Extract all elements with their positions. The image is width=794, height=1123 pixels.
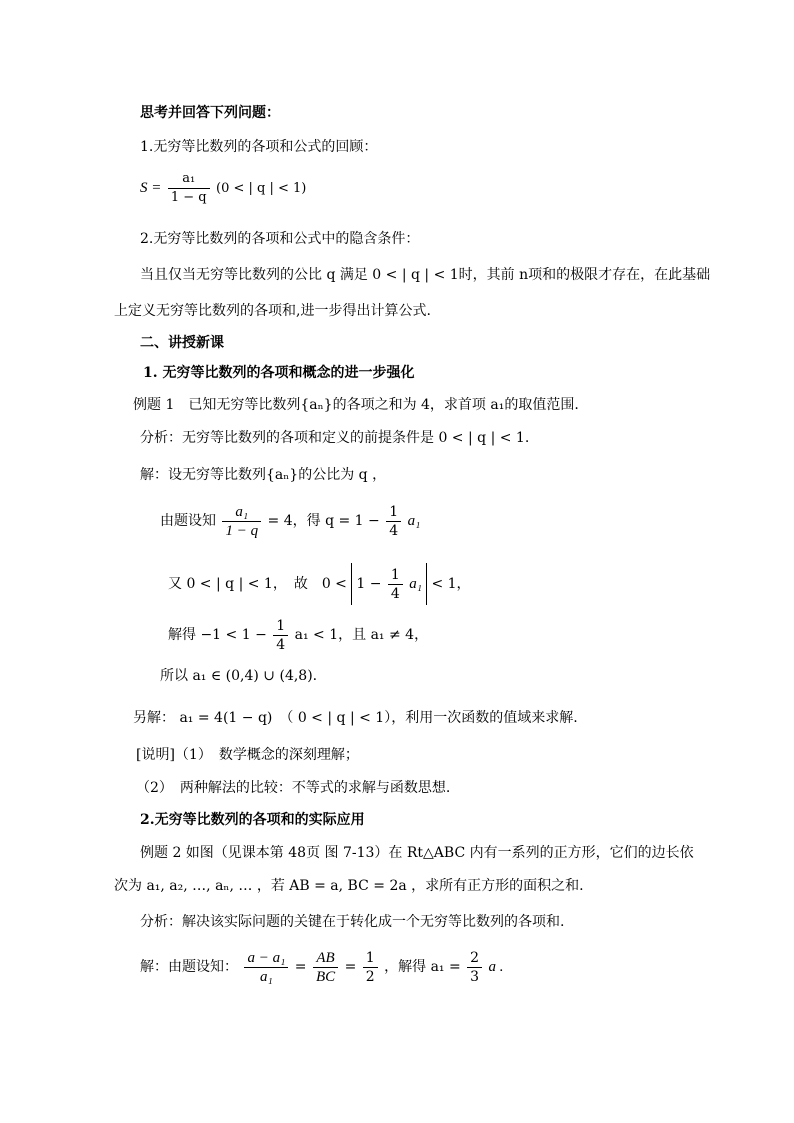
frac1-denominator: a₁ (260, 968, 273, 985)
example-1: 例题 1 已知无穷等比数列{aₙ}的各项之和为 4，求首项 a₁的取值范围. (133, 397, 579, 413)
step3-prefix: 解得 −1 < 1 − (168, 627, 267, 643)
alternative-solution: 另解： a₁ = 4(1 − q) （ 0 < | q | < 1），利用一次函数的值域来求解. (133, 710, 578, 726)
solution-1-result: 所以 a₁ ∈ (0,4) ∪ (4,8). (160, 668, 318, 684)
solution-1-step1 (160, 500, 420, 542)
frac2-numerator: AB (313, 949, 338, 968)
step3-end: a₁ < 1，且 a₁ ≠ 4， (294, 627, 429, 643)
paragraph-condition-2: 上定义无穷等比数列的各项和,进一步得出计算公式. (114, 303, 431, 319)
step2-denominator: 4 (390, 585, 400, 602)
frac4-numerator: 2 (467, 949, 482, 968)
formula-condition: (0 < | q | < 1) (216, 181, 307, 196)
solution-2-end: a . (488, 959, 504, 975)
solution-1-step2 (168, 563, 471, 605)
formula-numerator: a₁ (168, 170, 210, 189)
solution-2-fraction-2 (313, 949, 338, 986)
note-2: （2） 两种解法的比较：不等式的求解与函数思想. (136, 780, 451, 796)
step3-numerator: 1 (273, 617, 288, 636)
step1-denominator: 1 − q (225, 522, 259, 539)
frac3-numerator: 1 (363, 949, 378, 968)
question-1: 1.无穷等比数列的各项和公式的回顾： (140, 139, 378, 155)
step2-fraction (388, 566, 403, 603)
solution-2-prefix: 解：由题设知： (140, 959, 238, 975)
formula-fraction (168, 170, 210, 207)
solution-2-fraction-4 (467, 949, 482, 986)
step2-numerator: 1 (388, 566, 403, 585)
step1-quarter-denominator: 4 (389, 522, 399, 539)
solution-2-fraction-3 (363, 949, 378, 986)
step2-abs (351, 563, 427, 605)
formula-lhs: S = (140, 180, 162, 196)
step3-denominator: 4 (276, 636, 286, 653)
solution-2-middle: ，解得 a₁ = (384, 959, 461, 975)
step1-quarter-numerator: 1 (386, 503, 401, 522)
step2-abs-pre: 1 − (356, 576, 382, 592)
subsection-2: 2.无穷等比数列的各项和的实际应用 (140, 812, 365, 828)
formula-sum (140, 168, 306, 209)
step2-abs-end: a₁ (409, 576, 423, 592)
analysis-1: 分析：无穷等比数列的各项和定义的前提条件是 0 < | q | < 1. (140, 430, 530, 446)
step1-end: a₁ (407, 513, 421, 529)
example-2-line2: 次为 a₁, a₂, …, aₙ, … ，若 AB = a, BC = 2a ，求所有正方形的面积之和. (114, 878, 584, 894)
solution-2 (140, 945, 504, 989)
solution-1-intro: 解：设无穷等比数列{aₙ}的公比为 q ， (140, 467, 387, 483)
analysis-2: 分析：解决该实际问题的关键在于转化成一个无穷等比数列的各项和. (140, 914, 565, 930)
step1-fraction-quarter (386, 503, 401, 540)
heading-questions: 思考并回答下列问题： (140, 105, 280, 121)
paragraph-condition-1: 当且仅当无穷等比数列的公比 q 满足 0 < | q | < 1时，其前 n项和的极限才存在，在此基础 (140, 267, 711, 283)
solution-2-fraction-1 (244, 949, 288, 986)
solution-2-eq1: = (294, 959, 307, 975)
frac2-denominator: BC (315, 968, 336, 985)
step2-end: < 1， (431, 576, 471, 592)
formula-denominator: 1 − q (170, 189, 207, 205)
step1-middle: = 4，得 q = 1 − (267, 513, 380, 529)
subsection-1: 1. 无穷等比数列的各项和概念的进一步强化 (143, 365, 415, 381)
note-1: [说明]（1） 数学概念的深刻理解； (136, 747, 359, 763)
step1-numerator: a₁ (222, 503, 261, 522)
solution-2-eq2: = (344, 959, 357, 975)
frac3-denominator: 2 (365, 968, 375, 985)
step3-fraction (273, 617, 288, 654)
frac1-numerator: a − a₁ (244, 949, 288, 968)
frac4-denominator: 3 (470, 968, 480, 985)
solution-1-step3 (168, 614, 428, 656)
question-2: 2.无穷等比数列的各项和公式中的隐含条件： (140, 231, 420, 247)
step2-prefix: 又 0 < | q | < 1， 故 0 < (168, 576, 347, 592)
example-2-line1: 例题 2 如图（见课本第 48页 图 7-13）在 Rt△ABC 内有一系列的正方形，它们的边长依 (140, 845, 694, 861)
step1-prefix: 由题设知 (160, 513, 216, 529)
step1-fraction (222, 503, 261, 540)
section-title-2: 二、讲授新课 (140, 335, 224, 351)
